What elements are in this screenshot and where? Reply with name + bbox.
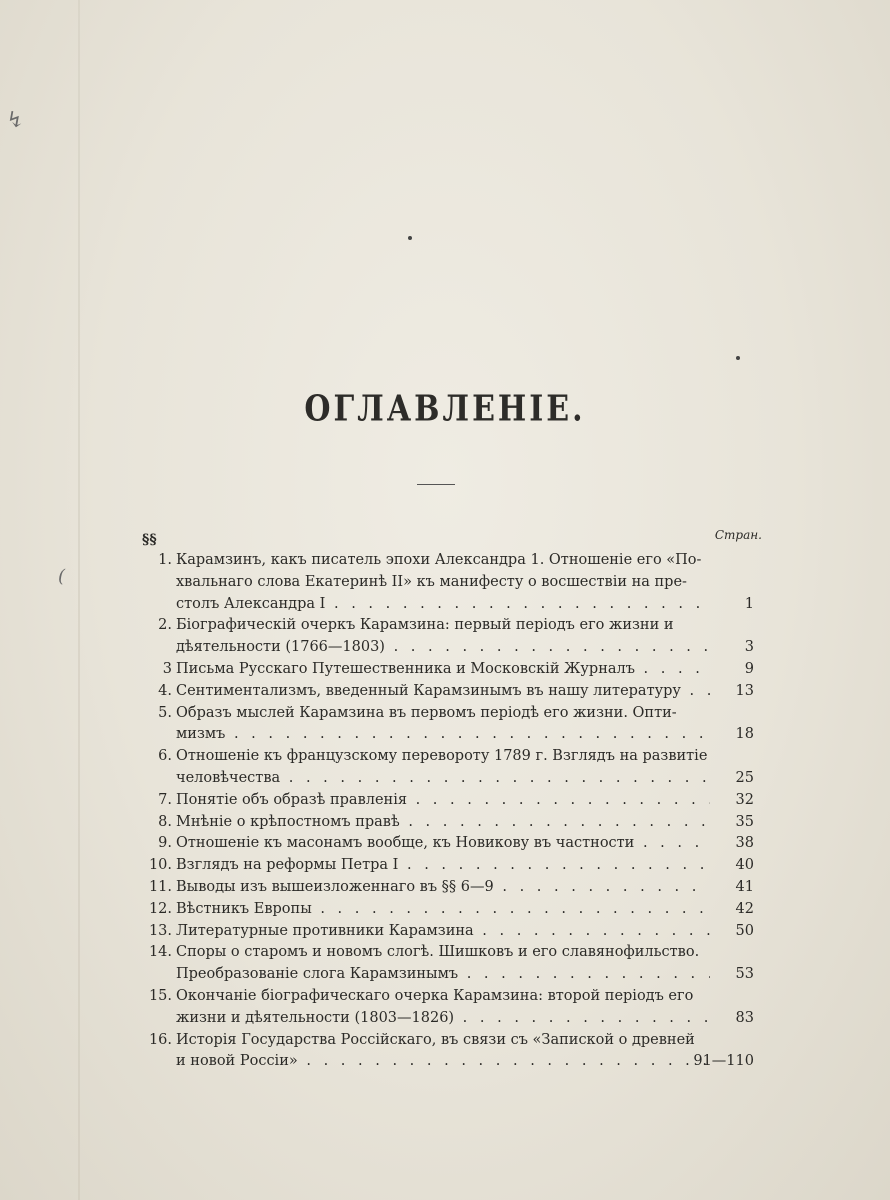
- entry-page-number: 50: [735, 922, 754, 939]
- entry-title-last-line: человѣчества . . .: [176, 768, 710, 790]
- entry-title-line: Исторія Государства Россійскаго, въ связи съ «Запиской о древней: [176, 1031, 695, 1048]
- entry-number: 15.: [148, 987, 172, 1004]
- ink-speck: [736, 356, 740, 360]
- entry-title-last-line: Вѣстникъ Европы . . .: [176, 899, 710, 921]
- entry-page-number: 42: [735, 900, 754, 917]
- entry-number: 2.: [158, 617, 172, 634]
- entry-title-last-line: Сентиментализмъ, введенный Карамзинымъ въ нашу литературу . . .: [176, 681, 710, 703]
- entry-number: 4.: [158, 682, 172, 699]
- toc-entries: [142, 550, 762, 1073]
- toc-header: [142, 528, 762, 550]
- entry-title: [176, 877, 710, 899]
- entry-page-number: 1: [744, 595, 754, 612]
- entry-title-last-line: жизни и дѣятельности (1803—1826) . . .: [176, 1008, 710, 1030]
- entry-number: 7.: [158, 791, 172, 808]
- entry-page-number: 3: [744, 639, 754, 656]
- entry-title-last-line: Отношеніе къ масонамъ вообще, къ Новикову въ частности . . .: [176, 833, 710, 855]
- entry-title-last-line: Взглядъ на реформы Петра I . . .: [176, 855, 710, 877]
- title-divider: [417, 484, 455, 485]
- toc-entry: [142, 833, 762, 855]
- entry-title-last-line: Мнѣніе о крѣпостномъ правѣ . . .: [176, 812, 710, 834]
- entry-page-number: 41: [735, 878, 754, 895]
- toc-entry: [142, 921, 762, 943]
- entry-title: [176, 615, 710, 659]
- entry-number: 10.: [148, 857, 172, 874]
- entry-title-line: хвальнаго слова Екатеринѣ II» къ манифесту о восшествіи на пре-: [176, 573, 687, 590]
- entry-page-number: 40: [735, 857, 754, 874]
- entry-title-line: Карамзинъ, какъ писатель эпохи Александра 1. Отношеніе его «По-: [176, 552, 702, 568]
- entry-title: [176, 921, 710, 943]
- entry-title: [176, 659, 710, 681]
- toc-entry: [142, 681, 762, 703]
- entry-title-line: Окончаніе біографическаго очерка Карамзина: второй періодъ его: [176, 987, 694, 1004]
- ink-speck: [408, 236, 412, 240]
- entry-title: [176, 899, 710, 921]
- entry-title-last-line: и новой Россіи» . . .: [176, 1051, 710, 1073]
- entry-number: 16.: [148, 1031, 172, 1048]
- entry-number: 6.: [158, 748, 172, 765]
- entry-title-last-line: Выводы изъ вышеизложеннаго въ §§ 6—9 . . .: [176, 877, 710, 899]
- entry-title-line: Образъ мыслей Карамзина въ первомъ періодѣ его жизни. Опти-: [176, 704, 677, 721]
- entry-number: 11.: [148, 878, 172, 895]
- entry-title: [176, 703, 710, 747]
- toc-entry: [142, 746, 762, 790]
- entry-title: [176, 681, 710, 703]
- entry-page-number: 9: [744, 660, 754, 677]
- entry-title: [176, 986, 710, 1030]
- toc-entry: [142, 855, 762, 877]
- entry-page-number: 35: [735, 813, 754, 830]
- entry-title-last-line: Письма Русскаго Путешественника и Московскій Журналъ . . .: [176, 659, 710, 681]
- toc-entry: [142, 877, 762, 899]
- entry-page-number: 53: [735, 966, 754, 983]
- entry-number: 8.: [158, 813, 172, 830]
- toc-entry: [142, 899, 762, 921]
- table-of-contents: [142, 528, 762, 1073]
- entry-title-last-line: Преобразованіе слога Карамзинымъ . . .: [176, 964, 710, 986]
- entry-page-number: 91—110: [693, 1053, 754, 1070]
- entry-number: 1.: [158, 552, 172, 568]
- entry-number: 14.: [148, 944, 172, 961]
- page-title: ОГЛАВЛЕНІЕ.: [304, 388, 586, 431]
- entry-title-last-line: Литературные противники Карамзина . . .: [176, 921, 710, 943]
- entry-title-last-line: мизмъ . . .: [176, 724, 710, 746]
- toc-entry: [142, 986, 762, 1030]
- toc-entry: [142, 703, 762, 747]
- entry-title-last-line: дѣятельности (1766—1803) . . .: [176, 637, 710, 659]
- entry-page-number: 25: [735, 769, 754, 786]
- toc-entry: [142, 942, 762, 986]
- entry-title: [176, 1030, 710, 1074]
- entry-title-line: Споры о старомъ и новомъ слогѣ. Шишковъ и его славянофильство.: [176, 944, 700, 961]
- entry-title: [176, 550, 710, 615]
- entry-page-number: 83: [735, 1009, 754, 1026]
- margin-pencil-mark: ↯: [6, 108, 25, 133]
- pages-column-label: Стран.: [714, 528, 762, 542]
- toc-entry: [142, 790, 762, 812]
- entry-title-line: Біографическій очеркъ Карамзина: первый періодъ его жизни и: [176, 617, 674, 634]
- entry-title: [176, 790, 710, 812]
- entry-title: [176, 812, 710, 834]
- entry-number: 9.: [158, 835, 172, 852]
- entry-title-line: Отношеніе къ французскому перевороту 1789 г. Взглядъ на развитіе: [176, 748, 708, 765]
- entry-page-number: 38: [735, 835, 754, 852]
- toc-entry: [142, 1030, 762, 1074]
- entry-title: [176, 855, 710, 877]
- entry-number: 12.: [148, 900, 172, 917]
- entry-page-number: 13: [735, 682, 754, 699]
- margin-pencil-mark: (: [58, 566, 66, 587]
- toc-entry: [142, 659, 762, 681]
- toc-entry: [142, 550, 762, 615]
- page-fold-shadow: [78, 0, 80, 1200]
- entry-number: 5.: [158, 704, 172, 721]
- toc-entry: [142, 812, 762, 834]
- entry-title: [176, 746, 710, 790]
- toc-entry: [142, 615, 762, 659]
- entry-title-last-line: столъ Александра I . . .: [176, 594, 710, 616]
- entry-number: 3: [162, 660, 172, 677]
- entry-title-last-line: Понятіе объ образѣ правленія . . .: [176, 790, 710, 812]
- entry-title: [176, 942, 710, 986]
- section-sign: §§: [142, 532, 157, 548]
- entry-number: 13.: [148, 922, 172, 939]
- entry-page-number: 32: [735, 791, 754, 808]
- entry-page-number: 18: [735, 726, 754, 743]
- entry-title: [176, 833, 710, 855]
